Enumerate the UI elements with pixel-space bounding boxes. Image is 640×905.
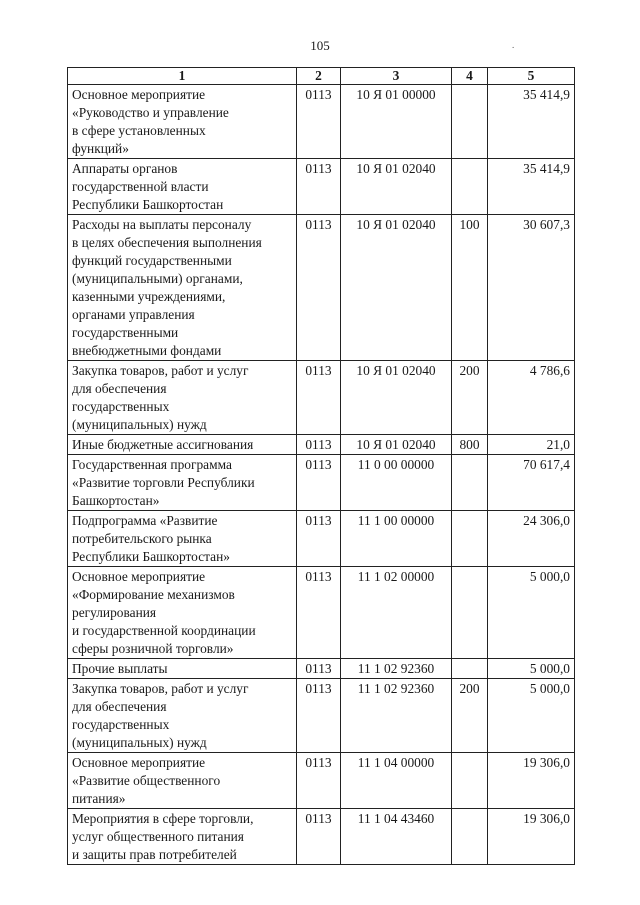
target-code: 11 1 04 00000 bbox=[341, 753, 452, 809]
section-code: 0113 bbox=[297, 809, 341, 865]
expense-type bbox=[452, 809, 488, 865]
item-name: Основное мероприятие «Формирование механизмов регулирования и государственной координации сферы розничной торговли» bbox=[68, 567, 297, 659]
header-col-5: 5 bbox=[488, 68, 575, 85]
target-code: 11 1 02 92360 bbox=[341, 679, 452, 753]
budget-table bbox=[67, 67, 575, 865]
target-code: 11 1 00 00000 bbox=[341, 511, 452, 567]
amount: 24 306,0 bbox=[488, 511, 575, 567]
table-row bbox=[68, 435, 575, 455]
table-row bbox=[68, 753, 575, 809]
expense-type: 200 bbox=[452, 361, 488, 435]
item-name: Иные бюджетные ассигнования bbox=[68, 435, 297, 455]
target-code: 11 1 04 43460 bbox=[341, 809, 452, 865]
amount: 19 306,0 bbox=[488, 809, 575, 865]
target-code: 10 Я 01 00000 bbox=[341, 85, 452, 159]
target-code: 11 1 02 00000 bbox=[341, 567, 452, 659]
scan-mark: . bbox=[512, 40, 515, 50]
target-code: 10 Я 01 02040 bbox=[341, 435, 452, 455]
table-row bbox=[68, 85, 575, 159]
amount: 35 414,9 bbox=[488, 85, 575, 159]
amount: 5 000,0 bbox=[488, 659, 575, 679]
item-name: Основное мероприятие «Руководство и управление в сфере установленных функций» bbox=[68, 85, 297, 159]
header-col-4: 4 bbox=[452, 68, 488, 85]
section-code: 0113 bbox=[297, 361, 341, 435]
header-col-3: 3 bbox=[341, 68, 452, 85]
header-col-2: 2 bbox=[297, 68, 341, 85]
expense-type bbox=[452, 567, 488, 659]
table-row bbox=[68, 567, 575, 659]
item-name: Прочие выплаты bbox=[68, 659, 297, 679]
expense-type: 100 bbox=[452, 215, 488, 361]
table-row bbox=[68, 455, 575, 511]
section-code: 0113 bbox=[297, 85, 341, 159]
item-name: Основное мероприятие «Развитие общественного питания» bbox=[68, 753, 297, 809]
section-code: 0113 bbox=[297, 455, 341, 511]
table-row bbox=[68, 809, 575, 865]
item-name: Закупка товаров, работ и услуг для обеспечения государственных (муниципальных) нужд bbox=[68, 361, 297, 435]
expense-type bbox=[452, 753, 488, 809]
table-row bbox=[68, 159, 575, 215]
expense-type bbox=[452, 85, 488, 159]
table-row bbox=[68, 659, 575, 679]
amount: 4 786,6 bbox=[488, 361, 575, 435]
amount: 5 000,0 bbox=[488, 679, 575, 753]
table-row bbox=[68, 511, 575, 567]
section-code: 0113 bbox=[297, 567, 341, 659]
section-code: 0113 bbox=[297, 159, 341, 215]
section-code: 0113 bbox=[297, 659, 341, 679]
item-name: Мероприятия в сфере торговли, услуг общественного питания и защиты прав потребителей bbox=[68, 809, 297, 865]
expense-type bbox=[452, 455, 488, 511]
item-name: Государственная программа «Развитие торговли Республики Башкортостан» bbox=[68, 455, 297, 511]
header-row bbox=[68, 68, 575, 85]
target-code: 10 Я 01 02040 bbox=[341, 361, 452, 435]
expense-type bbox=[452, 159, 488, 215]
page-number: 105 bbox=[310, 38, 330, 53]
item-name: Закупка товаров, работ и услуг для обеспечения государственных (муниципальных) нужд bbox=[68, 679, 297, 753]
target-code: 11 0 00 00000 bbox=[341, 455, 452, 511]
table-row bbox=[68, 361, 575, 435]
expense-type: 800 bbox=[452, 435, 488, 455]
amount: 19 306,0 bbox=[488, 753, 575, 809]
expense-type bbox=[452, 511, 488, 567]
table-row bbox=[68, 679, 575, 753]
expense-type: 200 bbox=[452, 679, 488, 753]
header-col-1: 1 bbox=[68, 68, 297, 85]
section-code: 0113 bbox=[297, 679, 341, 753]
section-code: 0113 bbox=[297, 435, 341, 455]
item-name: Аппараты органов государственной власти Республики Башкортостан bbox=[68, 159, 297, 215]
target-code: 11 1 02 92360 bbox=[341, 659, 452, 679]
expense-type bbox=[452, 659, 488, 679]
target-code: 10 Я 01 02040 bbox=[341, 159, 452, 215]
section-code: 0113 bbox=[297, 511, 341, 567]
table-row bbox=[68, 215, 575, 361]
amount: 21,0 bbox=[488, 435, 575, 455]
amount: 5 000,0 bbox=[488, 567, 575, 659]
item-name: Расходы на выплаты персоналу в целях обеспечения выполнения функций государственными (муниципальными) органами, казенными учреждениями, органами управления государственными внебюджетными фондами bbox=[68, 215, 297, 361]
section-code: 0113 bbox=[297, 753, 341, 809]
section-code: 0113 bbox=[297, 215, 341, 361]
amount: 30 607,3 bbox=[488, 215, 575, 361]
amount: 70 617,4 bbox=[488, 455, 575, 511]
item-name: Подпрограмма «Развитие потребительского рынка Республики Башкортостан» bbox=[68, 511, 297, 567]
amount: 35 414,9 bbox=[488, 159, 575, 215]
target-code: 10 Я 01 02040 bbox=[341, 215, 452, 361]
